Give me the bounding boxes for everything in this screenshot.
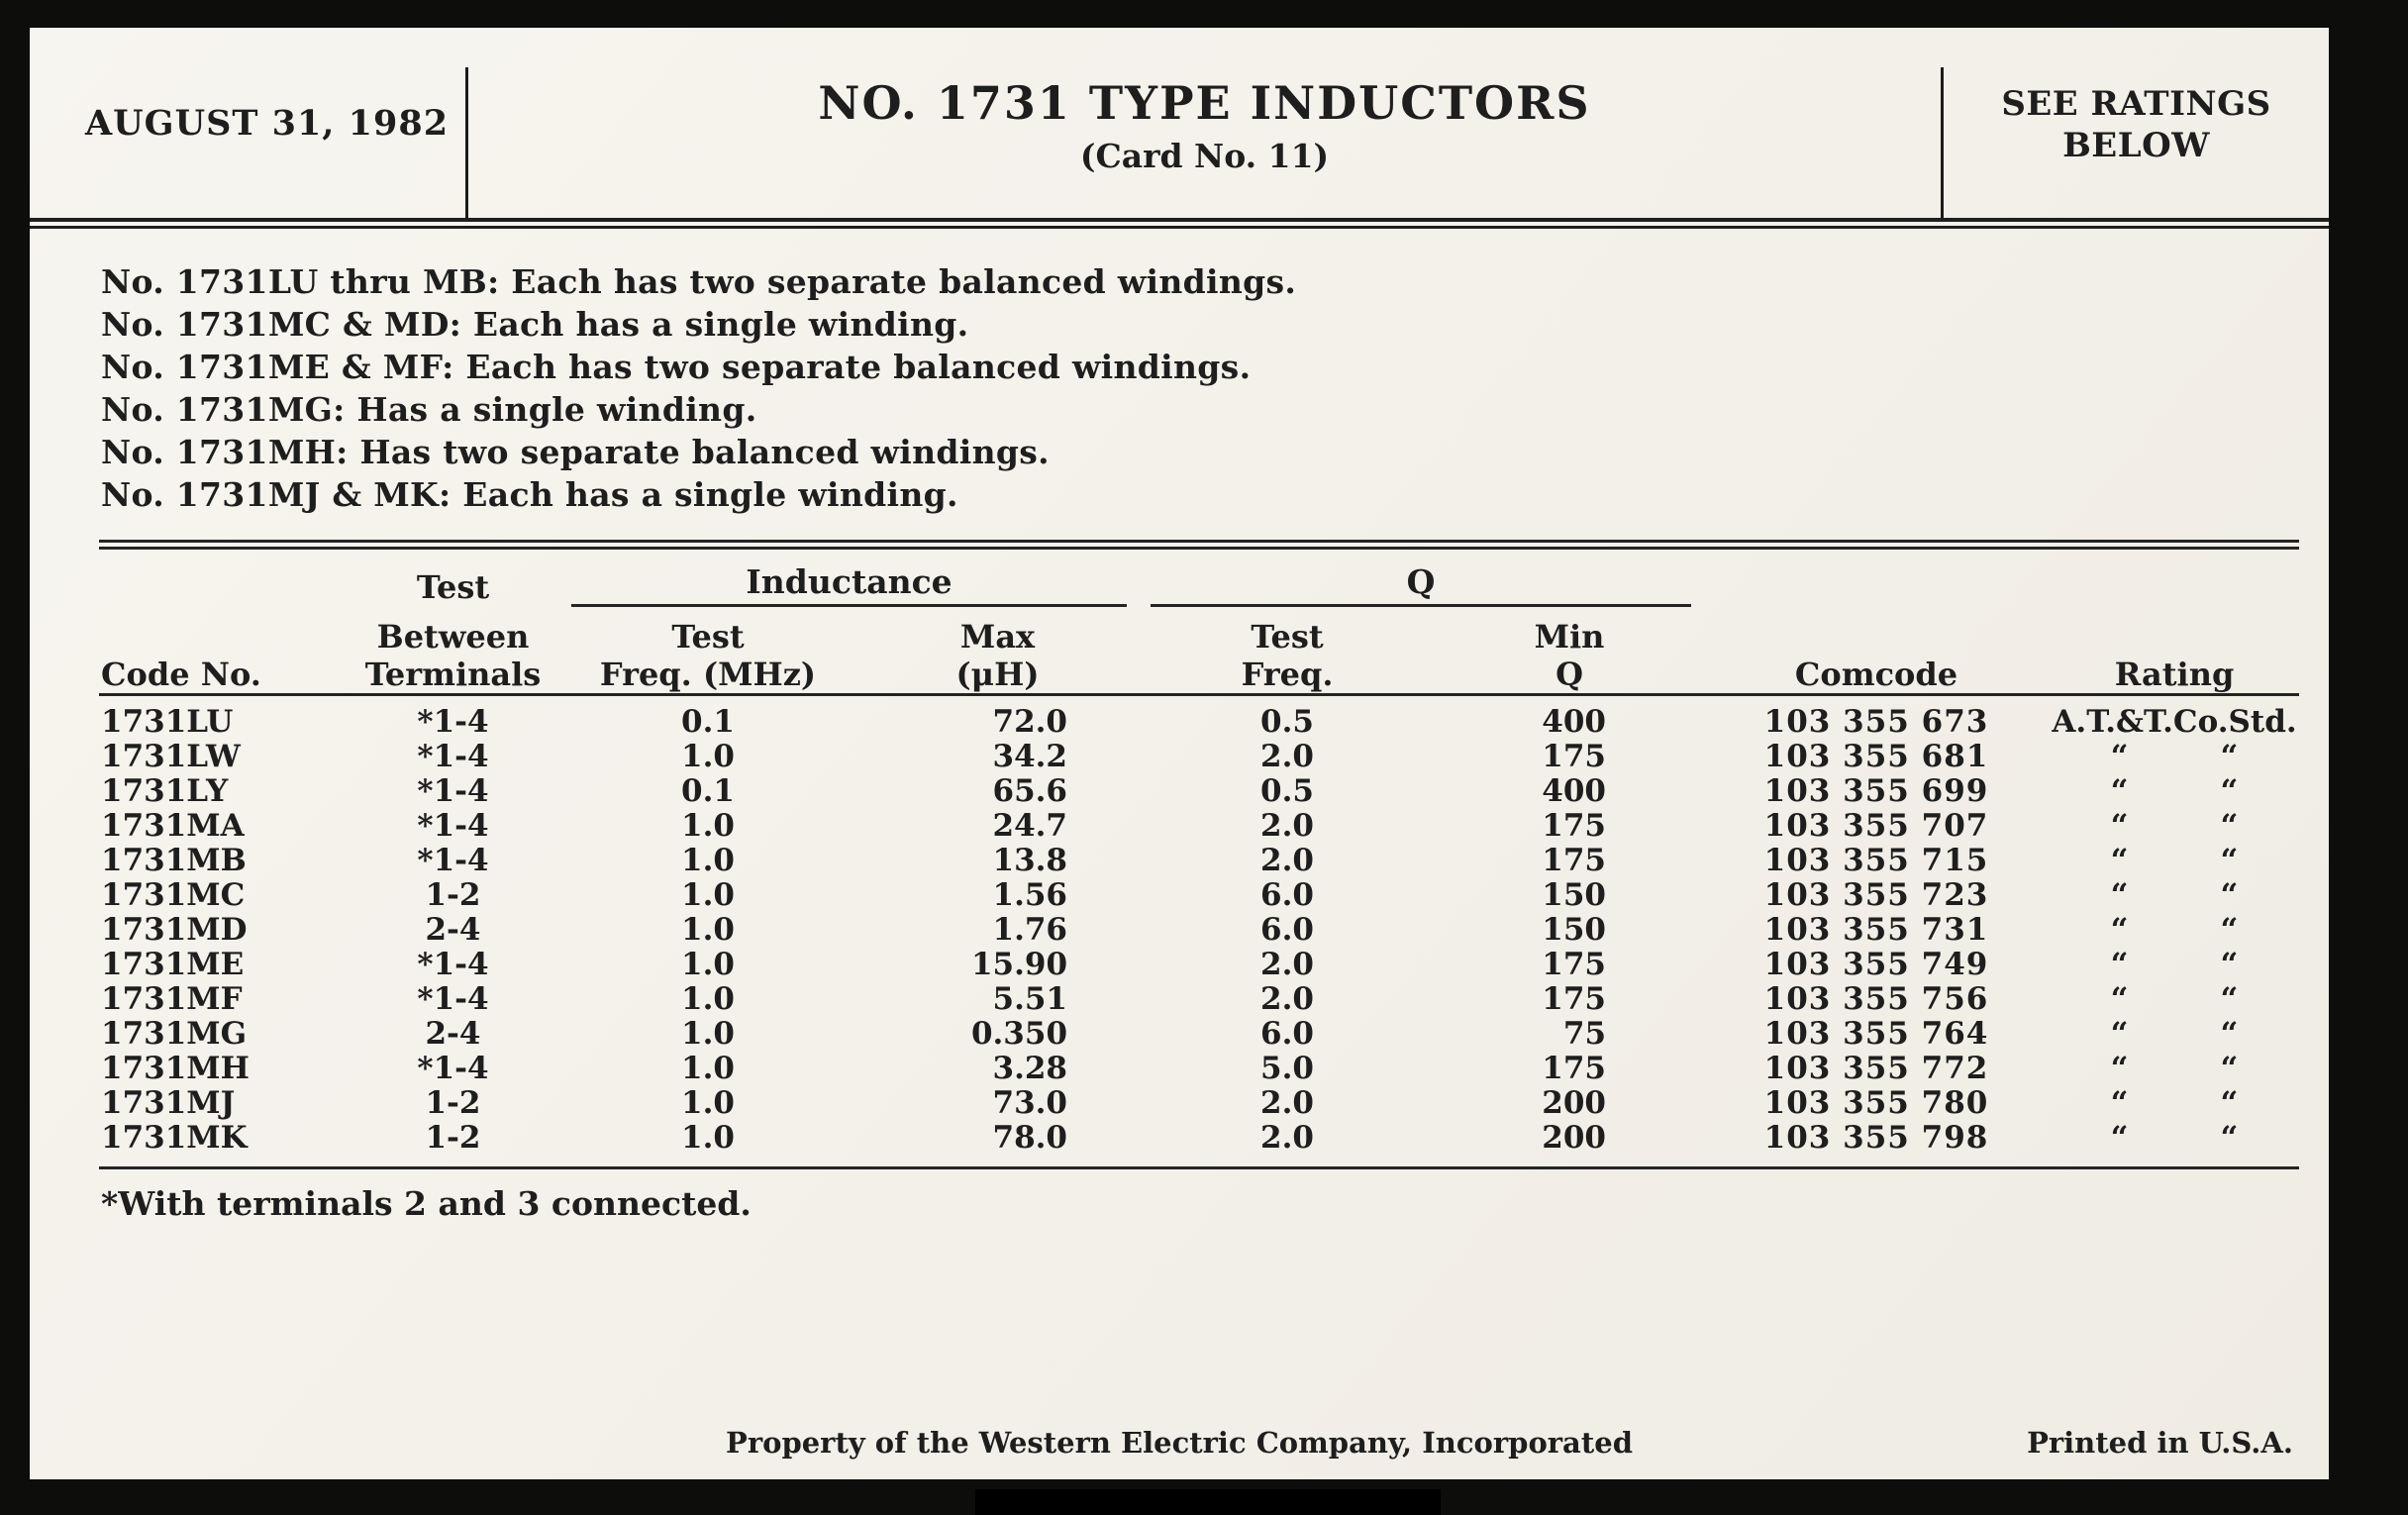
inductance-max-cell: 34.2 bbox=[992, 738, 1068, 774]
terminals-cell: 1-2 bbox=[425, 876, 481, 913]
q-test-freq-cell: 2.0 bbox=[1260, 980, 1314, 1017]
comcode-column-header: Comcode bbox=[1794, 655, 1958, 693]
terminals-cell: *1-4 bbox=[417, 946, 489, 982]
date-block bbox=[30, 28, 465, 218]
min-q-cell: 175 bbox=[1542, 807, 1607, 844]
comcode-cell: 103 355 699 bbox=[1763, 772, 1989, 809]
rating-cell: “ “ bbox=[2110, 1050, 2239, 1086]
table-row bbox=[99, 774, 2299, 809]
terminals-cell: *1-4 bbox=[417, 703, 489, 740]
code-cell: 1731ME bbox=[101, 946, 245, 982]
inductance-test-freq-cell: 1.0 bbox=[681, 1084, 735, 1121]
comcode-cell: 103 355 756 bbox=[1763, 980, 1989, 1017]
table-row bbox=[99, 1086, 2299, 1121]
note-line: No. 1731MG: Has a single winding. bbox=[101, 390, 757, 429]
q-test-freq-cell: 2.0 bbox=[1260, 807, 1314, 844]
ratings-note bbox=[1944, 28, 2329, 218]
note-line: No. 1731LU thru MB: Each has two separate balanced windings. bbox=[101, 262, 1297, 301]
inductance-test-freq-cell: 1.0 bbox=[681, 980, 735, 1017]
comcode-cell: 103 355 715 bbox=[1763, 842, 1989, 878]
min-q-cell: 200 bbox=[1542, 1084, 1607, 1121]
rating-cell: “ “ bbox=[2110, 1015, 2239, 1052]
inductance-max-cell: 65.6 bbox=[992, 772, 1068, 809]
terminals-cell: *1-4 bbox=[417, 738, 489, 774]
table-top-rule bbox=[99, 540, 2299, 550]
min-q-cell: 400 bbox=[1542, 772, 1607, 809]
terminals-cell: 2-4 bbox=[425, 911, 481, 948]
code-cell: 1731MA bbox=[101, 807, 245, 844]
card-number: (Card No. 11) bbox=[1079, 137, 1330, 175]
min-q-cell: 150 bbox=[1542, 911, 1607, 948]
rating-cell: “ “ bbox=[2110, 807, 2239, 844]
inductance-max-cell: 1.76 bbox=[992, 911, 1068, 948]
min-q-cell: 175 bbox=[1542, 946, 1607, 982]
date-label: AUGUST 31, 1982 bbox=[85, 102, 450, 144]
footnote: *With terminals 2 and 3 connected. bbox=[101, 1183, 752, 1223]
note-line: No. 1731ME & MF: Each has two separate balanced windings. bbox=[101, 348, 1252, 386]
printed-notice: Printed in U.S.A. bbox=[2027, 1426, 2293, 1460]
q-test-freq-cell: 2.0 bbox=[1260, 738, 1314, 774]
inductance-freq-column-header: Test Freq. (MHz) bbox=[599, 617, 817, 693]
inductance-max-cell: 78.0 bbox=[992, 1119, 1068, 1156]
min-q-cell: 175 bbox=[1542, 842, 1607, 878]
ratings-note-line-1: SEE RATINGS bbox=[2001, 84, 2271, 124]
table-row bbox=[99, 1121, 2299, 1168]
rating-column-header: Rating bbox=[2114, 655, 2235, 693]
terminals-cell: *1-4 bbox=[417, 772, 489, 809]
inductance-max-cell: 3.28 bbox=[992, 1050, 1068, 1086]
inductance-test-freq-cell: 0.1 bbox=[681, 703, 735, 740]
masthead-rule bbox=[30, 218, 2329, 229]
comcode-cell: 103 355 681 bbox=[1763, 738, 1989, 774]
inductance-test-freq-cell: 1.0 bbox=[681, 876, 735, 913]
comcode-cell: 103 355 798 bbox=[1763, 1119, 1989, 1156]
code-cell: 1731MH bbox=[101, 1050, 250, 1086]
comcode-cell: 103 355 707 bbox=[1763, 807, 1989, 844]
table-column-header-row bbox=[99, 607, 2299, 694]
rating-cell: “ “ bbox=[2110, 842, 2239, 878]
inductance-max-cell: 1.56 bbox=[992, 876, 1068, 913]
ratings-note-line-2: BELOW bbox=[2062, 126, 2210, 165]
code-cell: 1731MJ bbox=[101, 1084, 236, 1121]
inductance-max-cell: 5.51 bbox=[992, 980, 1068, 1017]
code-cell: 1731LW bbox=[101, 738, 241, 774]
table-row bbox=[99, 982, 2299, 1017]
masthead bbox=[30, 28, 2329, 218]
note-line: No. 1731MC & MD: Each has a single winding. bbox=[101, 305, 969, 344]
inductance-test-freq-cell: 1.0 bbox=[681, 946, 735, 982]
q-min-column-header: Min Q bbox=[1534, 617, 1605, 693]
min-q-cell: 75 bbox=[1562, 1015, 1607, 1052]
code-cell: 1731MK bbox=[101, 1119, 248, 1156]
title-block bbox=[468, 28, 1941, 218]
q-test-freq-cell: 6.0 bbox=[1260, 876, 1314, 913]
terminals-cell: *1-4 bbox=[417, 1050, 489, 1086]
comcode-cell: 103 355 673 bbox=[1763, 703, 1989, 740]
inductance-max-cell: 0.350 bbox=[970, 1015, 1068, 1052]
page-title: NO. 1731 TYPE INDUCTORS bbox=[818, 76, 1591, 130]
code-cell: 1731MG bbox=[101, 1015, 248, 1052]
table-body bbox=[99, 694, 2299, 1167]
table-header bbox=[99, 550, 2299, 694]
inductance-max-cell: 24.7 bbox=[992, 807, 1068, 844]
table-row bbox=[99, 1017, 2299, 1052]
code-cell: 1731MC bbox=[101, 876, 246, 913]
code-column-header: Code No. bbox=[101, 655, 261, 693]
inductance-test-freq-cell: 1.0 bbox=[681, 842, 735, 878]
note-line: No. 1731MJ & MK: Each has a single winding. bbox=[101, 475, 958, 514]
q-test-freq-cell: 0.5 bbox=[1260, 703, 1314, 740]
inductance-max-column-header: Max (μH) bbox=[955, 617, 1040, 693]
code-cell: 1731LY bbox=[101, 772, 229, 809]
rating-cell: A.T.&T.Co.Std. bbox=[2052, 703, 2297, 740]
rating-cell: “ “ bbox=[2110, 1084, 2239, 1121]
q-freq-column-header: Test Freq. bbox=[1241, 617, 1334, 693]
terminals-cell: *1-4 bbox=[417, 980, 489, 1017]
table-row bbox=[99, 694, 2299, 740]
q-test-freq-cell: 5.0 bbox=[1260, 1050, 1314, 1086]
inductance-test-freq-cell: 0.1 bbox=[681, 772, 735, 809]
q-test-freq-cell: 2.0 bbox=[1260, 1084, 1314, 1121]
terminals-cell: 1-2 bbox=[425, 1084, 481, 1121]
rating-cell: “ “ bbox=[2110, 772, 2239, 809]
terminals-column-header: Between Terminals bbox=[364, 617, 542, 693]
q-group-header: Q bbox=[1151, 562, 1691, 607]
rating-cell: “ “ bbox=[2110, 738, 2239, 774]
min-q-cell: 150 bbox=[1542, 876, 1607, 913]
q-test-freq-cell: 2.0 bbox=[1260, 842, 1314, 878]
content-area bbox=[30, 229, 2329, 1223]
inductance-max-cell: 15.90 bbox=[970, 946, 1068, 982]
min-q-cell: 200 bbox=[1542, 1119, 1607, 1156]
table-row bbox=[99, 844, 2299, 878]
terminals-cell: *1-4 bbox=[417, 807, 489, 844]
q-test-freq-cell: 2.0 bbox=[1260, 946, 1314, 982]
inductance-test-freq-cell: 1.0 bbox=[681, 1015, 735, 1052]
code-cell: 1731MD bbox=[101, 911, 248, 948]
q-test-freq-cell: 6.0 bbox=[1260, 911, 1314, 948]
table-row bbox=[99, 1052, 2299, 1086]
inductance-test-freq-cell: 1.0 bbox=[681, 1050, 735, 1086]
min-q-cell: 175 bbox=[1542, 980, 1607, 1017]
inductance-test-freq-cell: 1.0 bbox=[681, 911, 735, 948]
comcode-cell: 103 355 772 bbox=[1763, 1050, 1989, 1086]
q-test-freq-cell: 6.0 bbox=[1260, 1015, 1314, 1052]
min-q-cell: 175 bbox=[1542, 738, 1607, 774]
notes-section bbox=[99, 229, 2329, 540]
min-q-cell: 400 bbox=[1542, 703, 1607, 740]
inductance-max-cell: 13.8 bbox=[992, 842, 1068, 878]
q-test-freq-cell: 2.0 bbox=[1260, 1119, 1314, 1156]
note-line: No. 1731MH: Has two separate balanced windings. bbox=[101, 433, 1050, 471]
property-notice: Property of the Western Electric Company, Incorporated bbox=[726, 1426, 1633, 1460]
min-q-cell: 175 bbox=[1542, 1050, 1607, 1086]
rating-cell: “ “ bbox=[2110, 946, 2239, 982]
bottom-scan-artifact bbox=[975, 1489, 1441, 1515]
terminals-cell: 1-2 bbox=[425, 1119, 481, 1156]
inductance-test-freq-cell: 1.0 bbox=[681, 1119, 735, 1156]
page-footer bbox=[30, 1426, 2329, 1465]
rating-cell: “ “ bbox=[2110, 876, 2239, 913]
rating-cell: “ “ bbox=[2110, 980, 2239, 1017]
comcode-cell: 103 355 780 bbox=[1763, 1084, 1989, 1121]
inductance-max-cell: 72.0 bbox=[992, 703, 1068, 740]
inductance-test-freq-cell: 1.0 bbox=[681, 738, 735, 774]
table-row bbox=[99, 740, 2299, 774]
comcode-cell: 103 355 723 bbox=[1763, 876, 1989, 913]
table-row bbox=[99, 878, 2299, 913]
document-page bbox=[30, 28, 2329, 1479]
inductance-max-cell: 73.0 bbox=[992, 1084, 1068, 1121]
inductance-test-freq-cell: 1.0 bbox=[681, 807, 735, 844]
table-row bbox=[99, 913, 2299, 948]
rating-cell: “ “ bbox=[2110, 1119, 2239, 1156]
inductance-group-header: Inductance bbox=[571, 562, 1127, 607]
table-group-header-row bbox=[99, 550, 2299, 607]
code-cell: 1731MB bbox=[101, 842, 247, 878]
inductors-table bbox=[99, 550, 2299, 1169]
comcode-cell: 103 355 749 bbox=[1763, 946, 1989, 982]
table-row bbox=[99, 809, 2299, 844]
comcode-cell: 103 355 731 bbox=[1763, 911, 1989, 948]
rating-cell: “ “ bbox=[2110, 911, 2239, 948]
terminals-header-line-1: Test bbox=[416, 568, 490, 606]
table-row bbox=[99, 948, 2299, 982]
code-cell: 1731LU bbox=[101, 703, 234, 740]
comcode-cell: 103 355 764 bbox=[1763, 1015, 1989, 1052]
code-cell: 1731MF bbox=[101, 980, 243, 1017]
q-test-freq-cell: 0.5 bbox=[1260, 772, 1314, 809]
terminals-cell: 2-4 bbox=[425, 1015, 481, 1052]
terminals-cell: *1-4 bbox=[417, 842, 489, 878]
